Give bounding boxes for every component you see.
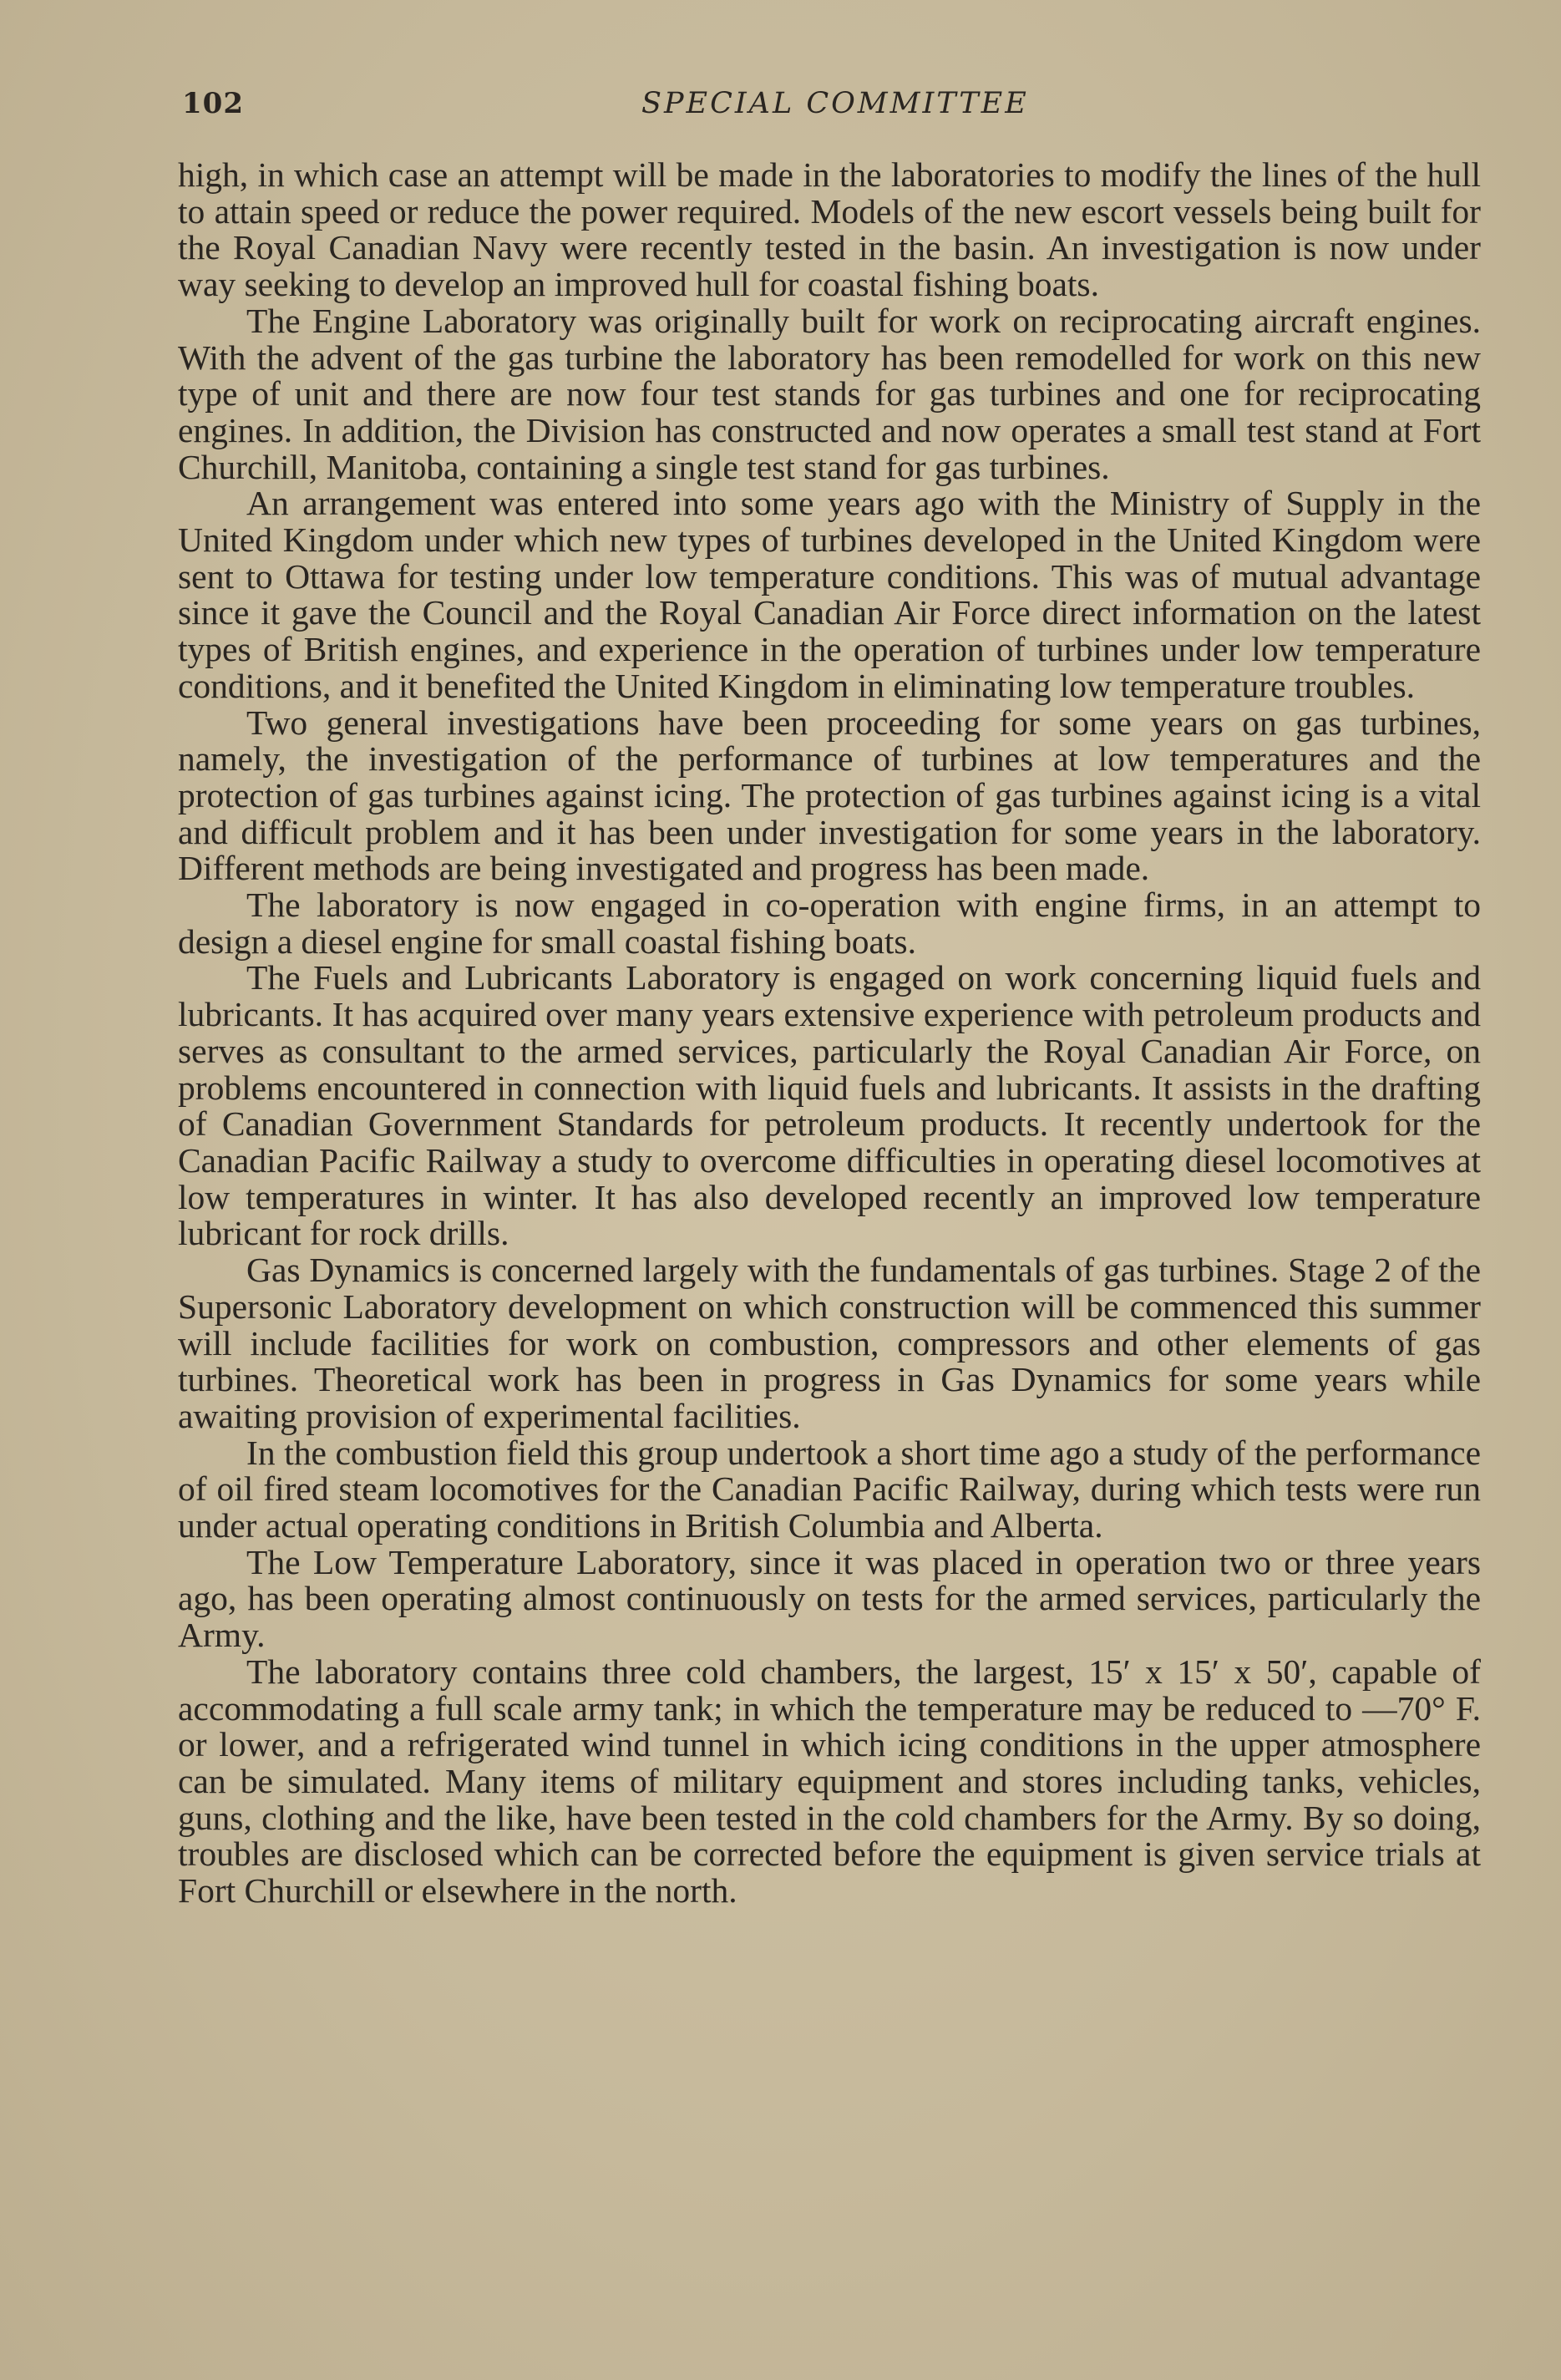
- paragraph: high, in which case an attempt will be made in the laboratories to modify the lines of the hull to attain speed or reduce the power required. Models of the new escort vessels being built for the Royal Canadian Navy were recently tested in the basin. An investigation is now under way seeking to develop an improved hull for coastal fishing boats.: [178, 155, 1481, 304]
- page-header: [182, 84, 1485, 134]
- paragraph: The Low Temperature Laboratory, since it was placed in operation two or three years ago, has been operating almost continuously on tests for the armed services, particularly the Army.: [178, 1542, 1481, 1655]
- paragraph: Two general investigations have been proceeding for some years on gas turbines, namely, the investigation of the performance of turbines at low temperatures and the protection of gas turbines against icing. The protection of gas turbines against icing is a vital and difficult problem and it has been under investigation for some years in the laboratory. Different methods are being investigated and progress has been made.: [178, 703, 1481, 888]
- paragraph: The Engine Laboratory was originally built for work on reciprocating aircraft engines. With the advent of the gas turbine the laboratory has been remodelled for work on this new type of unit and there are now four test stands for gas turbines and one for reciprocating engines. In addition, the Division has constructed and now operates a small test stand at Fort Churchill, Manitoba, containing a single test stand for gas turbines.: [178, 301, 1481, 486]
- paragraph: Gas Dynamics is concerned largely with the fundamentals of gas turbines. Stage 2 of the Supersonic Laboratory development on which construction will be commenced this summer will include facilities for work on combustion, compressors and other elements of gas turbines. Theoretical work has been in progress in Gas Dynamics for some years while awaiting provision of experimental facilities.: [178, 1251, 1481, 1435]
- paragraph: The laboratory contains three cold chambers, the largest, 15′ x 15′ x 50′, capable of accommodating a full scale army tank; in which the temperature may be reduced to —70° F. or lower, and a refrigerated wind tunnel in which icing conditions in the upper atmosphere can be simulated. Many items of military equipment and stores including tanks, vehicles, guns, clothing and the like, have been tested in the cold chambers for the Army. By so doing, troubles are disclosed which can be corrected before the equipment is given service trials at Fort Churchill or elsewhere in the north.: [178, 1652, 1481, 1911]
- paragraph: The laboratory is now engaged in co-operation with engine firms, in an attempt to design a diesel engine for small coastal fishing boats.: [178, 886, 1481, 961]
- paragraph: In the combustion field this group undertook a short time ago a study of the performance of oil fired steam locomotives for the Canadian Pacific Railway, during which tests were run under actual operating conditions in British Columbia and Alberta.: [178, 1433, 1481, 1545]
- page-number: 102: [182, 87, 244, 120]
- paragraph: The Fuels and Lubricants Laboratory is engaged on work concerning liquid fuels and lubricants. It has acquired over many years extensive experience with petroleum products and serves as consultant to the armed services, particularly the Royal Canadian Air Force, on problems encountered in connection with liquid fuels and lubricants. It assists in the drafting of Canadian Government Standards for petroleum products. It recently undertook for the Canadian Pacific Railway a study to overcome difficulties in operating diesel locomotives at low temperatures in winter. It has also developed recently an improved low temperature lubricant for rock drills.: [178, 958, 1481, 1253]
- running-head: SPECIAL COMMITTEE: [641, 87, 1029, 120]
- paragraph: An arrangement was entered into some years ago with the Ministry of Supply in the United Kingdom under which new types of turbines developed in the United Kingdom were sent to Ottawa for testing under low temperature conditions. This was of mutual advantage since it gave the Council and the Royal Canadian Air Force direct information on the latest types of British engines, and experience in the operation of turbines under low temperature conditions, and it benefited the United Kingdom in eliminating low temperature troubles.: [178, 484, 1481, 705]
- body-text: [178, 157, 1481, 1910]
